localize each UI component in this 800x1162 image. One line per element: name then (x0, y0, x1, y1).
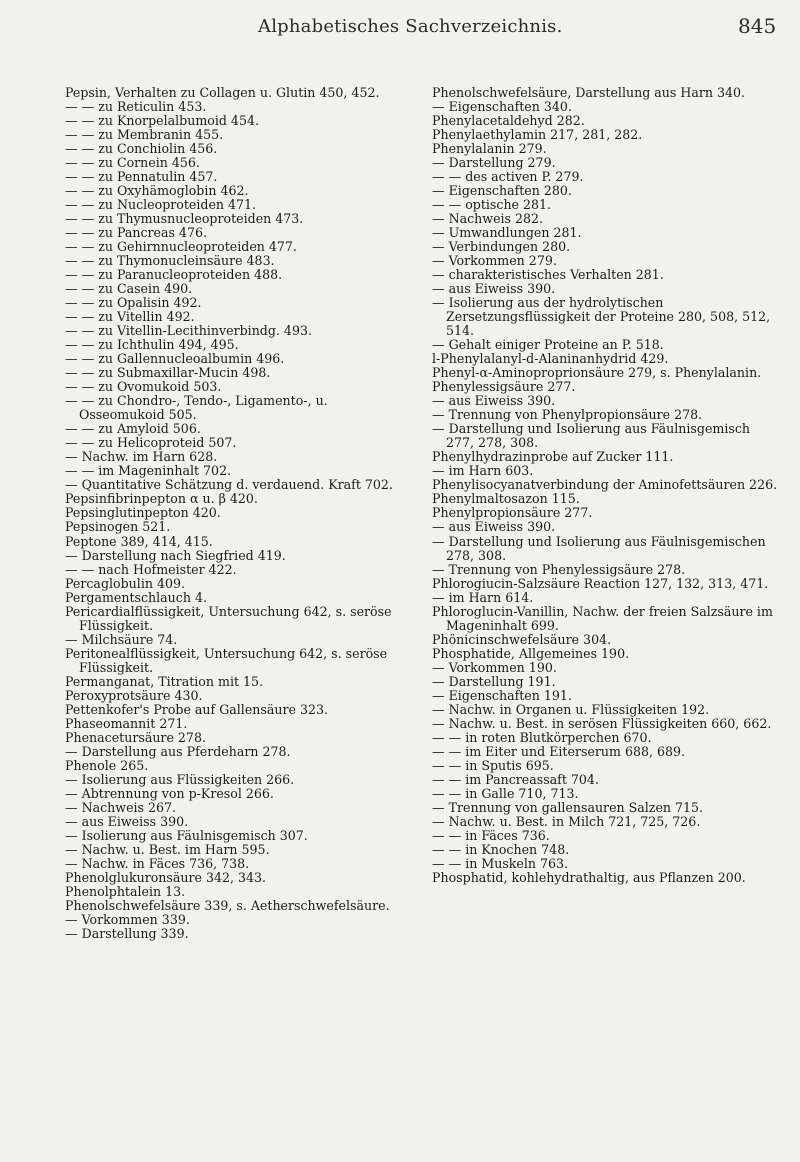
index-entry: — Eigenschaften 191. (432, 687, 572, 703)
index-entry: — Isolierung aus Fäulnisgemisch 307. (65, 827, 308, 843)
index-entry: Phenacetursäure 278. (65, 729, 206, 745)
index-entry: — — in Fäces 736. (432, 827, 550, 843)
index-entry: — — zu Vitellin 492. (65, 309, 195, 325)
running-title: Alphabetisches Sachverzeichnis. (258, 16, 563, 37)
index-entry: — — in Sputis 695. (432, 757, 554, 773)
index-entry: — — zu Paranucleoproteiden 488. (65, 267, 283, 283)
index-entry: Phönicinschwefelsäure 304. (432, 631, 612, 647)
index-entry: — — zu Casein 490. (65, 281, 193, 297)
index-entry: Phenylpropionsäure 277. (432, 505, 593, 521)
index-entry: — Darstellung aus Pferdeharn 278. (65, 743, 291, 759)
index-entry: — — im Eiter und Eiterserum 688, 689. (432, 743, 686, 759)
index-entry: — Nachw. in Organen u. Flüssigkeiten 192. (432, 701, 710, 717)
index-entry: — Darstellung und Isolierung aus Fäulnisgemisch 277, 278, 308. (432, 421, 750, 451)
index-entry: — Nachw. u. Best. im Harn 595. (65, 841, 270, 857)
index-entry: Phenylmaltosazon 115. (432, 491, 580, 507)
index-entry: — — in Muskeln 763. (432, 855, 569, 871)
index-entry: — — in Knochen 748. (432, 841, 570, 857)
index-entry: — — zu Chondro-, Tendo-, Ligamento-, u. Osseomukoid 505. (65, 393, 328, 423)
index-entry: — Darstellung und Isolierung aus Fäulnisgemischen 278, 308. (432, 533, 766, 563)
index-entry: — Isolierung aus Flüssigkeiten 266. (65, 771, 295, 787)
index-entry: Phenyl-α-Aminoproprionsäure 279, s. Phenylalanin. (432, 365, 762, 381)
index-entry: — — zu Ichthulin 494, 495. (65, 337, 239, 353)
index-entry: — Verbindungen 280. (432, 239, 571, 255)
index-entry: — Vorkommen 279. (432, 253, 557, 269)
index-entry: Pepsinglutinpepton 420. (65, 505, 221, 521)
index-entry: — — in Galle 710, 713. (432, 785, 579, 801)
index-entry: — — zu Gallennucleoalbumin 496. (65, 351, 285, 367)
index-entry: — — nach Hofmeister 422. (65, 561, 237, 577)
index-entry: — Umwandlungen 281. (432, 225, 582, 241)
index-entry: Pepsin, Verhalten zu Collagen u. Glutin 450, 452. (65, 85, 380, 100)
index-entry: — Nachw. in Fäces 736, 738. (65, 855, 250, 871)
index-entry: Pepsinfibrinpepton α u. β 420. (65, 491, 258, 507)
index-entry: — — zu Helicoproteid 507. (65, 435, 237, 451)
index-entry: — Trennung von Phenylessigsäure 278. (432, 561, 686, 577)
index-entry: Peptone 389, 414, 415. (65, 533, 213, 549)
index-entry: — — zu Membranin 455. (65, 127, 224, 143)
index-entry: — Eigenschaften 340. (432, 99, 572, 115)
index-entry: — Trennung von Phenylpropionsäure 278. (432, 407, 703, 423)
page-header (0, 10, 800, 40)
index-entry: — aus Eiweiss 390. (432, 519, 556, 535)
index-entry: — Milchsäure 74. (65, 631, 178, 647)
index-entry: Pergamentschlauch 4. (65, 589, 207, 605)
index-entry: — — zu Reticulin 453. (65, 99, 207, 115)
index-entry: — — zu Pennatulin 457. (65, 169, 218, 185)
index-entry: — Quantitative Schätzung d. verdauend. Kraft 702. (65, 477, 393, 493)
index-entry: — Vorkommen 190. (432, 659, 557, 675)
index-entry: — — optische 281. (432, 197, 552, 213)
index-entry: Permanganat, Titration mit 15. (65, 673, 264, 689)
index-entry: — — im Mageninhalt 702. (65, 463, 232, 479)
index-entry: — Abtrennung von p-Kresol 266. (65, 785, 274, 801)
index-entry: — — zu Submaxillar-Mucin 498. (65, 365, 271, 381)
index-column-left (65, 86, 415, 941)
index-entry: — Nachw. u. Best. in serösen Flüssigkeiten 660, 662. (432, 715, 772, 731)
index-entry: — — zu Pancreas 476. (65, 225, 208, 241)
index-entry: — — des activen P. 279. (432, 169, 584, 185)
index-entry: Phlorogiucin-Salzsäure Reaction 127, 132, 313, 471. (432, 575, 769, 591)
index-entry: Phenylacetaldehyd 282. (432, 113, 585, 129)
index-entry: — Trennung von gallensauren Salzen 715. (432, 799, 704, 815)
index-entry: Phenylaethylamin 217, 281, 282. (432, 127, 643, 143)
index-entry: — aus Eiweiss 390. (432, 393, 556, 409)
index-entry: Phenolschwefelsäure 339, s. Aetherschwefelsäure. (65, 897, 390, 913)
index-entry: — — zu Nucleoproteiden 471. (65, 197, 257, 213)
index-entry: Phenylessigsäure 277. (432, 379, 576, 395)
index-entry: Phenylhydrazinprobe auf Zucker 111. (432, 449, 674, 465)
index-entry: — charakteristisches Verhalten 281. (432, 267, 664, 283)
index-entry: — Vorkommen 339. (65, 911, 190, 927)
index-entry: — im Harn 603. (432, 463, 534, 479)
index-entry: Phosphatid, kohlehydrathaltig, aus Pflanzen 200. (432, 869, 746, 885)
index-column-right (432, 86, 782, 885)
index-entry: — Nachw. u. Best. in Milch 721, 725, 726. (432, 813, 701, 829)
index-entry: — Nachweis 282. (432, 211, 544, 227)
index-entry: Phenolschwefelsäure, Darstellung aus Harn 340. (432, 85, 746, 100)
index-entry: — Darstellung nach Siegfried 419. (65, 547, 286, 563)
index-entry: l-Phenylalanyl-d-Alaninanhydrid 429. (432, 351, 669, 367)
index-entry: Pettenkofer's Probe auf Gallensäure 323. (65, 701, 328, 717)
index-entry: Phenylisocyanatverbindung der Aminofettsäuren 226. (432, 477, 778, 493)
index-entry: Phosphatide, Allgemeines 190. (432, 645, 630, 661)
index-entry: — — zu Amyloid 506. (65, 421, 201, 437)
index-entry: — — zu Thymusnucleoproteiden 473. (65, 211, 304, 227)
index-entry: — Darstellung 279. (432, 155, 556, 171)
index-entry: Phenylalanin 279. (432, 141, 547, 157)
index-entry: — — zu Thymonucleinsäure 483. (65, 253, 275, 269)
index-entry: — im Harn 614. (432, 589, 534, 605)
index-entry: — Gehalt einiger Proteine an P. 518. (432, 337, 664, 353)
index-entry: — — zu Vitellin-Lecithinverbindg. 493. (65, 323, 312, 339)
index-entry: — — in roten Blutkörperchen 670. (432, 729, 652, 745)
index-entry: — Nachweis 267. (65, 799, 177, 815)
index-entry: — — zu Oxyhämoglobin 462. (65, 183, 249, 199)
index-entry: — Darstellung 339. (65, 925, 189, 941)
index-entry: Peroxyprotsäure 430. (65, 687, 203, 703)
index-entry: — — zu Ovomukoid 503. (65, 379, 222, 395)
index-entry: Phaseomannit 271. (65, 715, 188, 731)
index-entry: — — zu Opalisin 492. (65, 295, 202, 311)
index-entry: — — im Pancreassaft 704. (432, 771, 599, 787)
index-entry: Phenolglukuronsäure 342, 343. (65, 869, 267, 885)
index-entry: — — zu Cornein 456. (65, 155, 200, 171)
index-entry: — — zu Knorpelalbumoid 454. (65, 113, 259, 129)
index-entry: Pepsinogen 521. (65, 519, 171, 535)
index-entry: Phenole 265. (65, 757, 149, 773)
index-entry: Phloroglucin-Vanillin, Nachw. der freien Salzsäure im Mageninhalt 699. (432, 603, 773, 633)
index-entry: Peritonealflüssigkeit, Untersuchung 642, s. seröse Flüssigkeit. (65, 645, 388, 675)
index-entry: Phenolphtalein 13. (65, 883, 186, 899)
index-entry: — — zu Gehirnnucleoproteiden 477. (65, 239, 297, 255)
index-entry: — Eigenschaften 280. (432, 183, 572, 199)
index-entry: Pericardialflüssigkeit, Untersuchung 642, s. seröse Flüssigkeit. (65, 603, 392, 633)
index-entry: — aus Eiweiss 390. (432, 281, 556, 297)
index-entry: — aus Eiweiss 390. (65, 813, 189, 829)
index-entry: Percaglobulin 409. (65, 575, 185, 591)
index-entry: — — zu Conchiolin 456. (65, 141, 218, 157)
index-entry: — Darstellung 191. (432, 673, 556, 689)
page-number: 845 (738, 14, 777, 38)
index-entry: — Nachw. im Harn 628. (65, 449, 218, 465)
index-entry: — Isolierung aus der hydrolytischen Zersetzungsflüssigkeit der Proteine 280, 508, 512, 514. (432, 295, 771, 339)
